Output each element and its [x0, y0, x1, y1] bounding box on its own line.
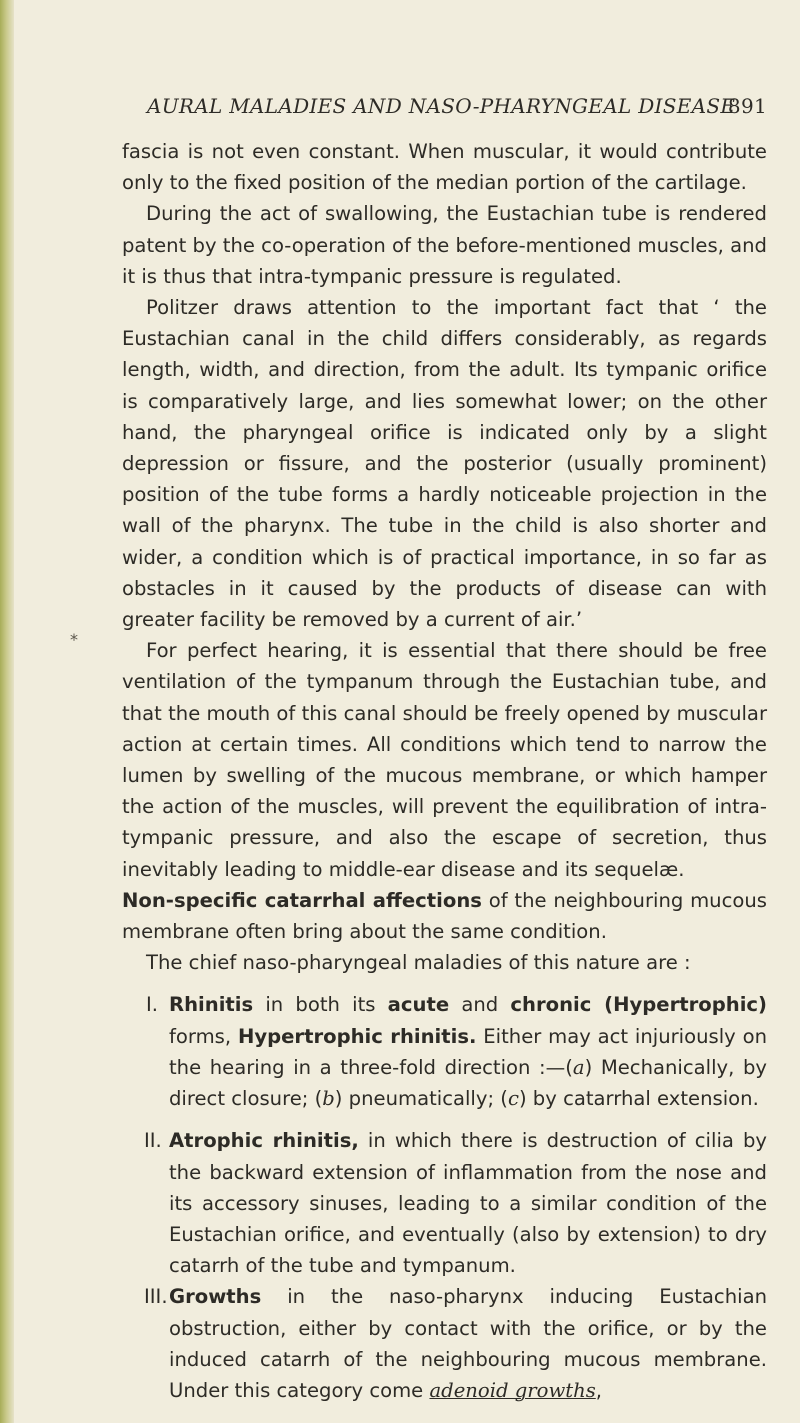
- running-header: [147, 94, 767, 118]
- margin-mark: *: [70, 630, 78, 649]
- list-item-3: [122, 1281, 767, 1406]
- page-number: 891: [727, 94, 767, 118]
- term-non-specific: Non-specific catarrhal affections: [122, 888, 482, 912]
- list-body: Rhinitis in both its acute and chronic (Hypertrophic) forms, Hypertrophic rhinitis. Either may act injuriously on the hearing in a three-fold direction :—(a) Mechanically, by direct closure; (b) pneumatically; (c) by catarrhal extension.: [169, 993, 768, 1111]
- list-item-2: [122, 1125, 767, 1281]
- list-item-1: [122, 989, 767, 1114]
- list-number: III.: [144, 1285, 168, 1309]
- list-number: II.: [144, 1129, 162, 1153]
- paragraph-6: The chief naso-pharyngeal maladies of this nature are :: [146, 951, 691, 975]
- list-number: I.: [146, 993, 159, 1017]
- list-body: Atrophic rhinitis, in which there is destruction of cilia by the backward extension of inflammation from the nose and its accessory sinuses, leading to a similar condition of the Eustachian orifice, and eventually (also by extension) to dry catarrh of the tube and tympanum.: [169, 1129, 767, 1278]
- paragraph-3: Politzer draws attention to the important fact that ‘ the Eustachian canal in the child differs considerably, as regards length, width, and direction, from the adult. Its tympanic orifice is comparatively large, and lies somewhat lower; on the other hand, the pharyngeal orifice is indicated only by a slight depression or fissure, and the posterior (usually prominent) position of the tube forms a hardly noticeable projection in the wall of the pharynx. The tube in the child is also shorter and wider, a condition which is of practical importance, in so far as obstacles in it caused by the products of disease can with greater facility be removed by a current of air.’: [122, 296, 767, 632]
- paragraph-2: During the act of swallowing, the Eustachian tube is rendered patent by the co-operation of the before-mentioned muscles, and it is thus that intra-tympanic pressure is regulated.: [122, 202, 767, 288]
- list-body: Growths in the naso-pharynx inducing Eustachian obstruction, either by contact with the orifice, or by the induced catarrh of the neighbouring mucous membrane. Under this category come adenoid growths,: [169, 1285, 767, 1402]
- page-spine-edge: [0, 0, 14, 1423]
- paragraph-1: fascia is not even constant. When muscular, it would contribute only to the fixed position of the median portion of the cartilage.: [122, 140, 767, 195]
- paragraph-4: For perfect hearing, it is essential that there should be free ventilation of the tympanum through the Eustachian tube, and that the mouth of this canal should be freely opened by muscular action at certain times. All conditions which tend to narrow the lumen by swelling of the mucous membrane, or which hamper the action of the muscles, will prevent the equilibration of intra-tympanic pressure, and also the escape of secretion, thus inevitably leading to middle-ear disease and its sequelæ.: [122, 639, 767, 881]
- paragraph-5: Non-specific catarrhal affections of the neighbouring mucous membrane often bring about the same condition.: [122, 888, 767, 944]
- body-text: [122, 136, 767, 1406]
- running-title: AURAL MALADIES AND NASO-PHARYNGEAL DISEASE: [147, 94, 736, 118]
